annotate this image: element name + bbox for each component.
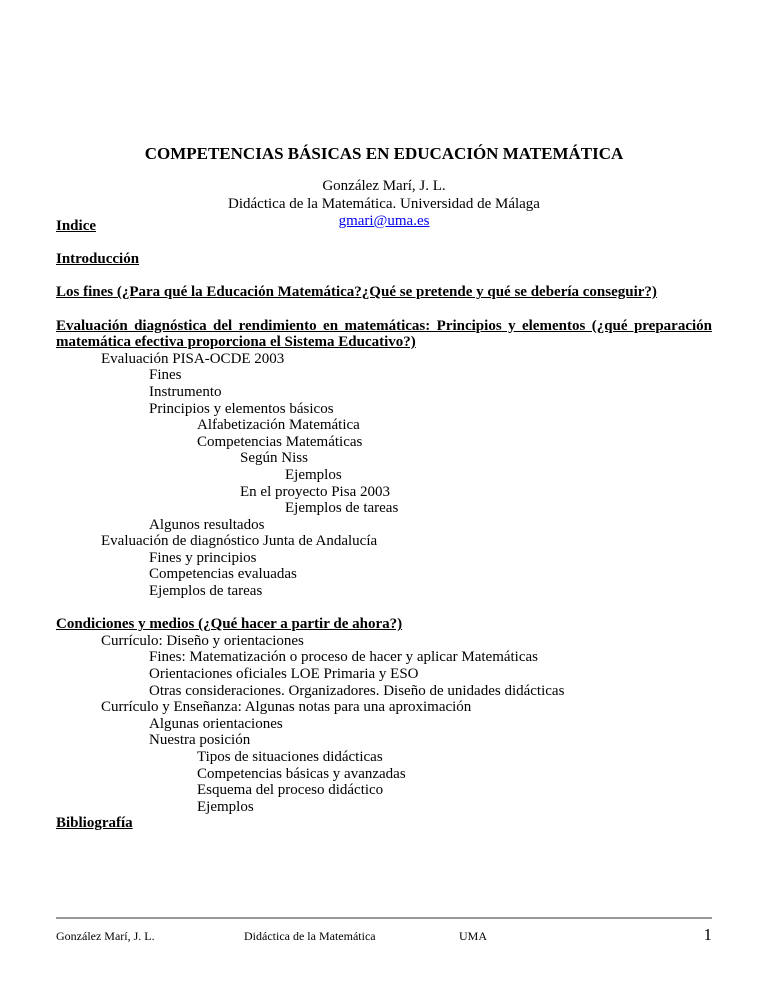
author-name: González Marí, J. L.: [322, 178, 446, 194]
toc-entry: Currículo: Diseño y orientaciones: [101, 632, 304, 649]
toc-entry: Principios y elementos básicos: [149, 400, 334, 417]
toc-heading-indice[interactable]: Indice: [56, 218, 97, 234]
footer-author: González Marí, J. L.: [56, 929, 155, 943]
toc-entry: Evaluación PISA-OCDE 2003: [101, 350, 285, 367]
toc-entry: Ejemplos: [197, 798, 254, 815]
toc-heading-evaluacion[interactable]: Evaluación diagnóstica del rendimiento en matemáticas: Principios y elementos (¿qué preparación matemática efectiva proporciona el Sistema Educativo?): [56, 317, 712, 351]
toc-heading-bibliografia[interactable]: Bibliografía: [56, 815, 133, 832]
toc-heading-fines[interactable]: Los fines (¿Para qué la Educación Matemática?¿Qué se pretende y qué se debería conseguir?): [56, 284, 657, 301]
toc-entry: Otras consideraciones. Organizadores. Diseño de unidades didácticas: [149, 682, 565, 699]
toc-entry: Algunas orientaciones: [149, 715, 283, 732]
toc-entry: Instrumento: [149, 383, 222, 400]
email-link[interactable]: gmari@uma.es: [338, 213, 430, 229]
toc-condiciones-items: [56, 633, 712, 816]
page-number: 1: [703, 925, 712, 944]
toc-entry: Competencias evaluadas: [149, 566, 297, 583]
toc-entry: En el proyecto Pisa 2003: [240, 483, 390, 500]
footer-divider: [56, 917, 712, 919]
toc-entry: Evaluación de diagnóstico Junta de Andalucía: [101, 533, 378, 550]
table-of-contents: [56, 218, 712, 832]
toc-entry: Ejemplos de tareas: [149, 583, 263, 600]
footer-institution: UMA: [459, 929, 488, 943]
toc-entry: Nuestra posición: [149, 732, 251, 749]
toc-entry: Orientaciones oficiales LOE Primaria y ESO: [149, 666, 419, 683]
toc-evaluacion-items: [56, 351, 712, 600]
toc-entry: Según Niss: [240, 450, 308, 467]
toc-entry: Esquema del proceso didáctico: [197, 782, 384, 799]
toc-heading-condiciones[interactable]: Condiciones y medios (¿Qué hacer a partir de ahora?): [56, 616, 403, 633]
footer-subject: Didáctica de la Matemática: [244, 929, 376, 943]
toc-entry: Fines y principios: [149, 549, 257, 566]
toc-entry: Tipos de situaciones didácticas: [197, 749, 383, 765]
toc-heading-introduccion[interactable]: Introducción: [56, 251, 140, 268]
toc-entry: Competencias Matemáticas: [197, 433, 363, 450]
affiliation: Didáctica de la Matemática. Universidad de Málaga: [228, 195, 540, 212]
toc-entry: Algunos resultados: [149, 516, 265, 533]
toc-entry: Alfabetización Matemática: [197, 417, 360, 434]
toc-entry: Ejemplos: [285, 466, 342, 483]
toc-entry: Currículo y Enseñanza: Algunas notas para una aproximación: [101, 699, 472, 716]
toc-entry: Fines: [149, 367, 182, 384]
toc-entry: Fines: Matematización o proceso de hacer y aplicar Matemáticas: [149, 649, 539, 666]
toc-entry: Ejemplos de tareas: [285, 500, 399, 517]
toc-entry: Competencias básicas y avanzadas: [197, 765, 406, 782]
document-title: COMPETENCIAS BÁSICAS EN EDUCACIÓN MATEMÁTICA: [144, 144, 624, 163]
page-footer: [56, 927, 712, 947]
